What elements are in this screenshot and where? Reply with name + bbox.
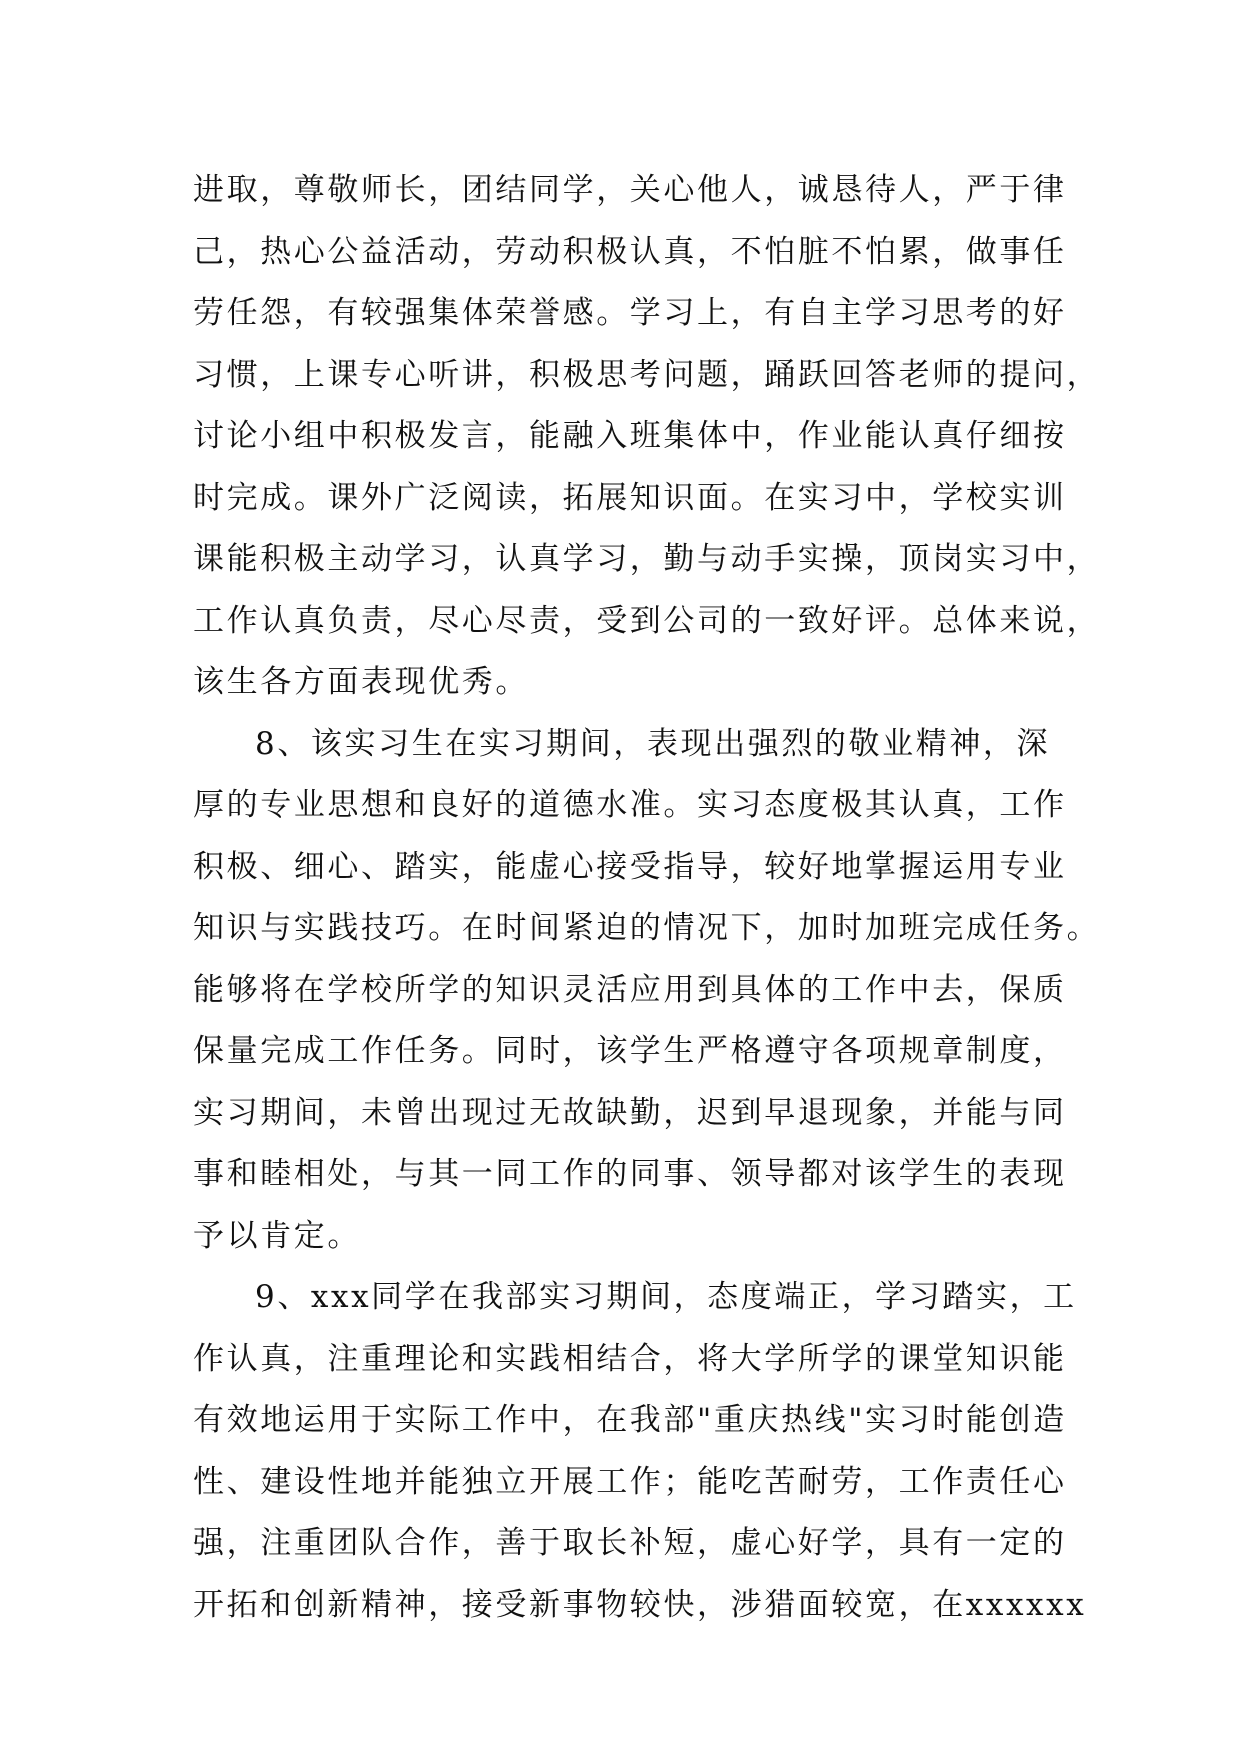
text-line: 时完成。课外广泛阅读，拓展知识面。在实习中，学校实训 <box>193 479 1067 516</box>
text-line: 有效地运用于实际工作中，在我部"重庆热线"实习时能创造 <box>193 1402 1067 1438</box>
text-line: 习惯，上课专心听讲，积极思考问题，踊跃回答老师的提问， <box>193 356 1101 393</box>
text-line: 实习期间，未曾出现过无故缺勤，迟到早退现象，并能与同 <box>193 1094 1067 1131</box>
text-line: 课能积极主动学习，认真学习，勤与动手实操，顶岗实习中， <box>193 541 1101 577</box>
text-line: 进取，尊敬师长，团结同学，关心他人，诚恳待人，严于律 <box>193 172 1067 208</box>
text-line: 劳任怨，有较强集体荣誉感。学习上，有自主学习思考的好 <box>193 295 1067 331</box>
text-line: 事和睦相处，与其一同工作的同事、领导都对该学生的表现 <box>193 1156 1067 1192</box>
document-body <box>193 160 1101 1636</box>
text-line: 保量完成工作任务。同时，该学生严格遵守各项规章制度， <box>193 1033 1067 1069</box>
text-line: 厚的专业思想和良好的道德水准。实习态度极其认真，工作 <box>193 787 1067 823</box>
paragraph-9-first-line: 9、xxx同学在我部实习期间，态度端正，学习踏实，工 <box>255 1279 1077 1315</box>
text-line: 工作认真负责，尽心尽责，受到公司的一致好评。总体来说， <box>193 602 1101 639</box>
text-line: 能够将在学校所学的知识灵活应用到具体的工作中去，保质 <box>193 971 1067 1008</box>
text-line: 己，热心公益活动，劳动积极认真，不怕脏不怕累，做事任 <box>193 233 1067 270</box>
text-line: 予以肯定。 <box>193 1217 361 1254</box>
text-line: 强，注重团队合作，善于取长补短，虚心好学，具有一定的 <box>193 1525 1067 1561</box>
text-line: 该生各方面表现优秀。 <box>193 664 529 700</box>
text-line: 积极、细心、踏实，能虚心接受指导，较好地掌握运用专业 <box>193 848 1067 885</box>
text-line: 性、建设性地并能独立开展工作；能吃苦耐劳，工作责任心 <box>193 1463 1067 1500</box>
text-line: 开拓和创新精神，接受新事物较快，涉猎面较宽，在xxxxxx <box>193 1586 1087 1623</box>
paragraph-8-first-line: 8、该实习生在实习期间，表现出强烈的敬业精神，深 <box>255 725 1051 762</box>
text-line: 作认真，注重理论和实践相结合，将大学所学的课堂知识能 <box>193 1340 1067 1377</box>
text-line: 知识与实践技巧。在时间紧迫的情况下，加时加班完成任务。 <box>193 910 1101 946</box>
text-line: 讨论小组中积极发言，能融入班集体中，作业能认真仔细按 <box>193 418 1067 454</box>
